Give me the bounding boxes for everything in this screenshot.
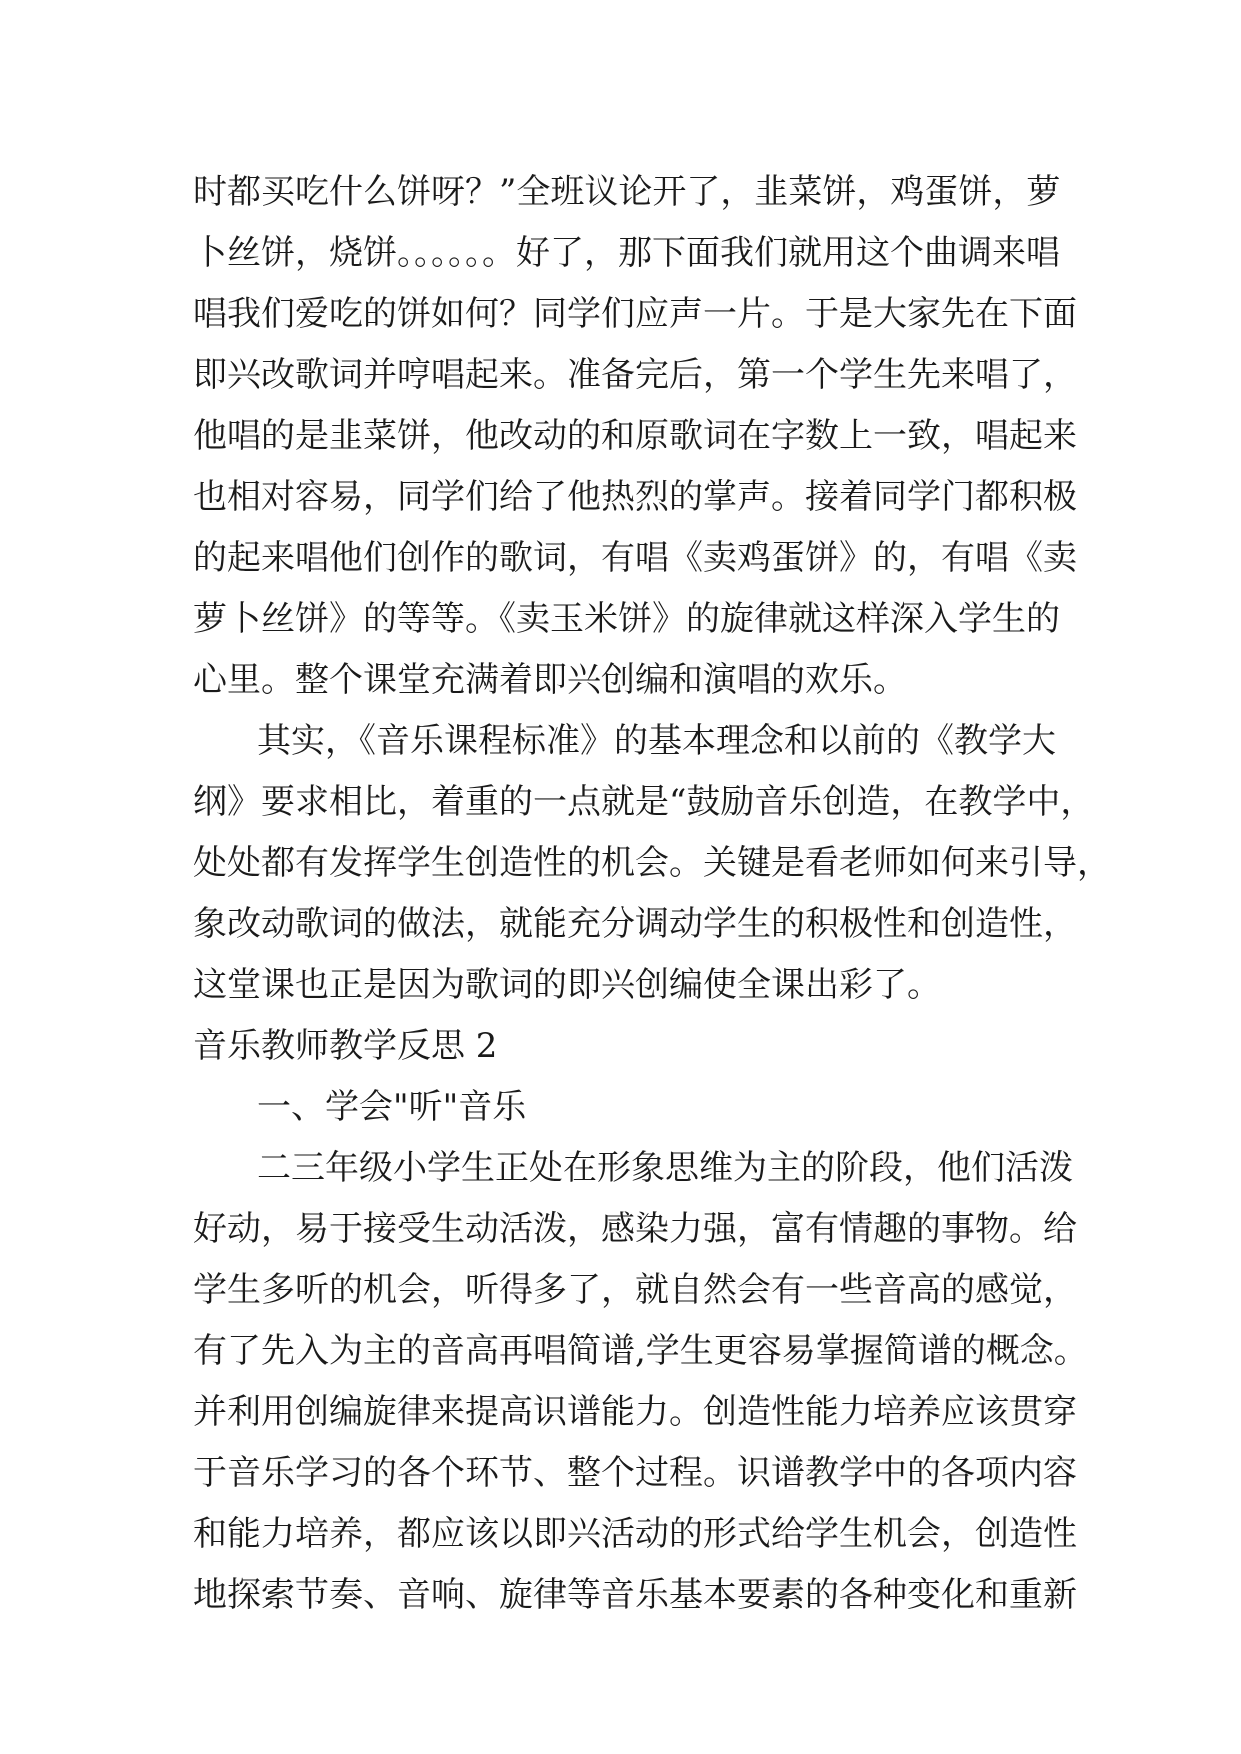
- paragraph-line: 纲》要求相比，着重的一点就是“鼓励音乐创造，在教学中，: [193, 782, 1095, 822]
- paragraph-line: 唱我们爱吃的饼如何？同学们应声一片。于是大家先在下面: [193, 294, 1077, 334]
- paragraph-line: 这堂课也正是因为歌词的即兴创编使全课出彩了。: [193, 965, 941, 1005]
- section-heading: 音乐教师教学反思 2: [193, 1026, 498, 1066]
- paragraph-line: 有了先入为主的音高再唱简谱,学生更容易掌握简谱的概念。: [193, 1331, 1088, 1371]
- subsection-heading: 一、学会"听"音乐: [257, 1087, 527, 1127]
- paragraph-line: 和能力培养，都应该以即兴活动的形式给学生机会，创造性: [193, 1514, 1077, 1554]
- document-body: [193, 162, 1111, 1626]
- paragraph-line: 地探索节奏、音响、旋律等音乐基本要素的各种变化和重新: [193, 1575, 1077, 1615]
- paragraph-line: 并利用创编旋律来提高识谱能力。创造性能力培养应该贯穿: [193, 1392, 1077, 1432]
- paragraph-line: 二三年级小学生正处在形象思维为主的阶段，他们活泼: [257, 1148, 1073, 1188]
- paragraph-line: 时都买吃什么饼呀？”全班议论开了，韭菜饼，鸡蛋饼，萝: [193, 172, 1061, 212]
- paragraph-line: 萝卜丝饼》的等等。《卖玉米饼》的旋律就这样深入学生的: [193, 599, 1060, 639]
- paragraph-line: 的起来唱他们创作的歌词，有唱《卖鸡蛋饼》的，有唱《卖: [193, 538, 1077, 578]
- paragraph-line: 他唱的是韭菜饼，他改动的和原歌词在字数上一致，唱起来: [193, 416, 1077, 456]
- paragraph-line: 其实，《音乐课程标准》的基本理念和以前的《教学大: [257, 721, 1056, 761]
- paragraph-line: 即兴改歌词并哼唱起来。准备完后，第一个学生先来唱了，: [193, 355, 1077, 395]
- paragraph-line: 于音乐学习的各个环节、整个过程。识谱教学中的各项内容: [193, 1453, 1077, 1493]
- paragraph-line: 好动，易于接受生动活泼，感染力强，富有情趣的事物。给: [193, 1209, 1077, 1249]
- paragraph-line: 心里。整个课堂充满着即兴创编和演唱的欢乐。: [193, 660, 907, 700]
- paragraph-line: 学生多听的机会，听得多了，就自然会有一些音高的感觉，: [193, 1270, 1077, 1310]
- paragraph-line: 象改动歌词的做法，就能充分调动学生的积极性和创造性，: [193, 904, 1077, 944]
- paragraph-line: 也相对容易，同学们给了他热烈的掌声。接着同学门都积极: [193, 477, 1077, 517]
- paragraph-line: 处处都有发挥学生创造性的机会。关键是看老师如何来引导，: [193, 843, 1111, 883]
- paragraph-line: 卜丝饼，烧饼。。。。。。好了，那下面我们就用这个曲调来唱: [193, 233, 1060, 273]
